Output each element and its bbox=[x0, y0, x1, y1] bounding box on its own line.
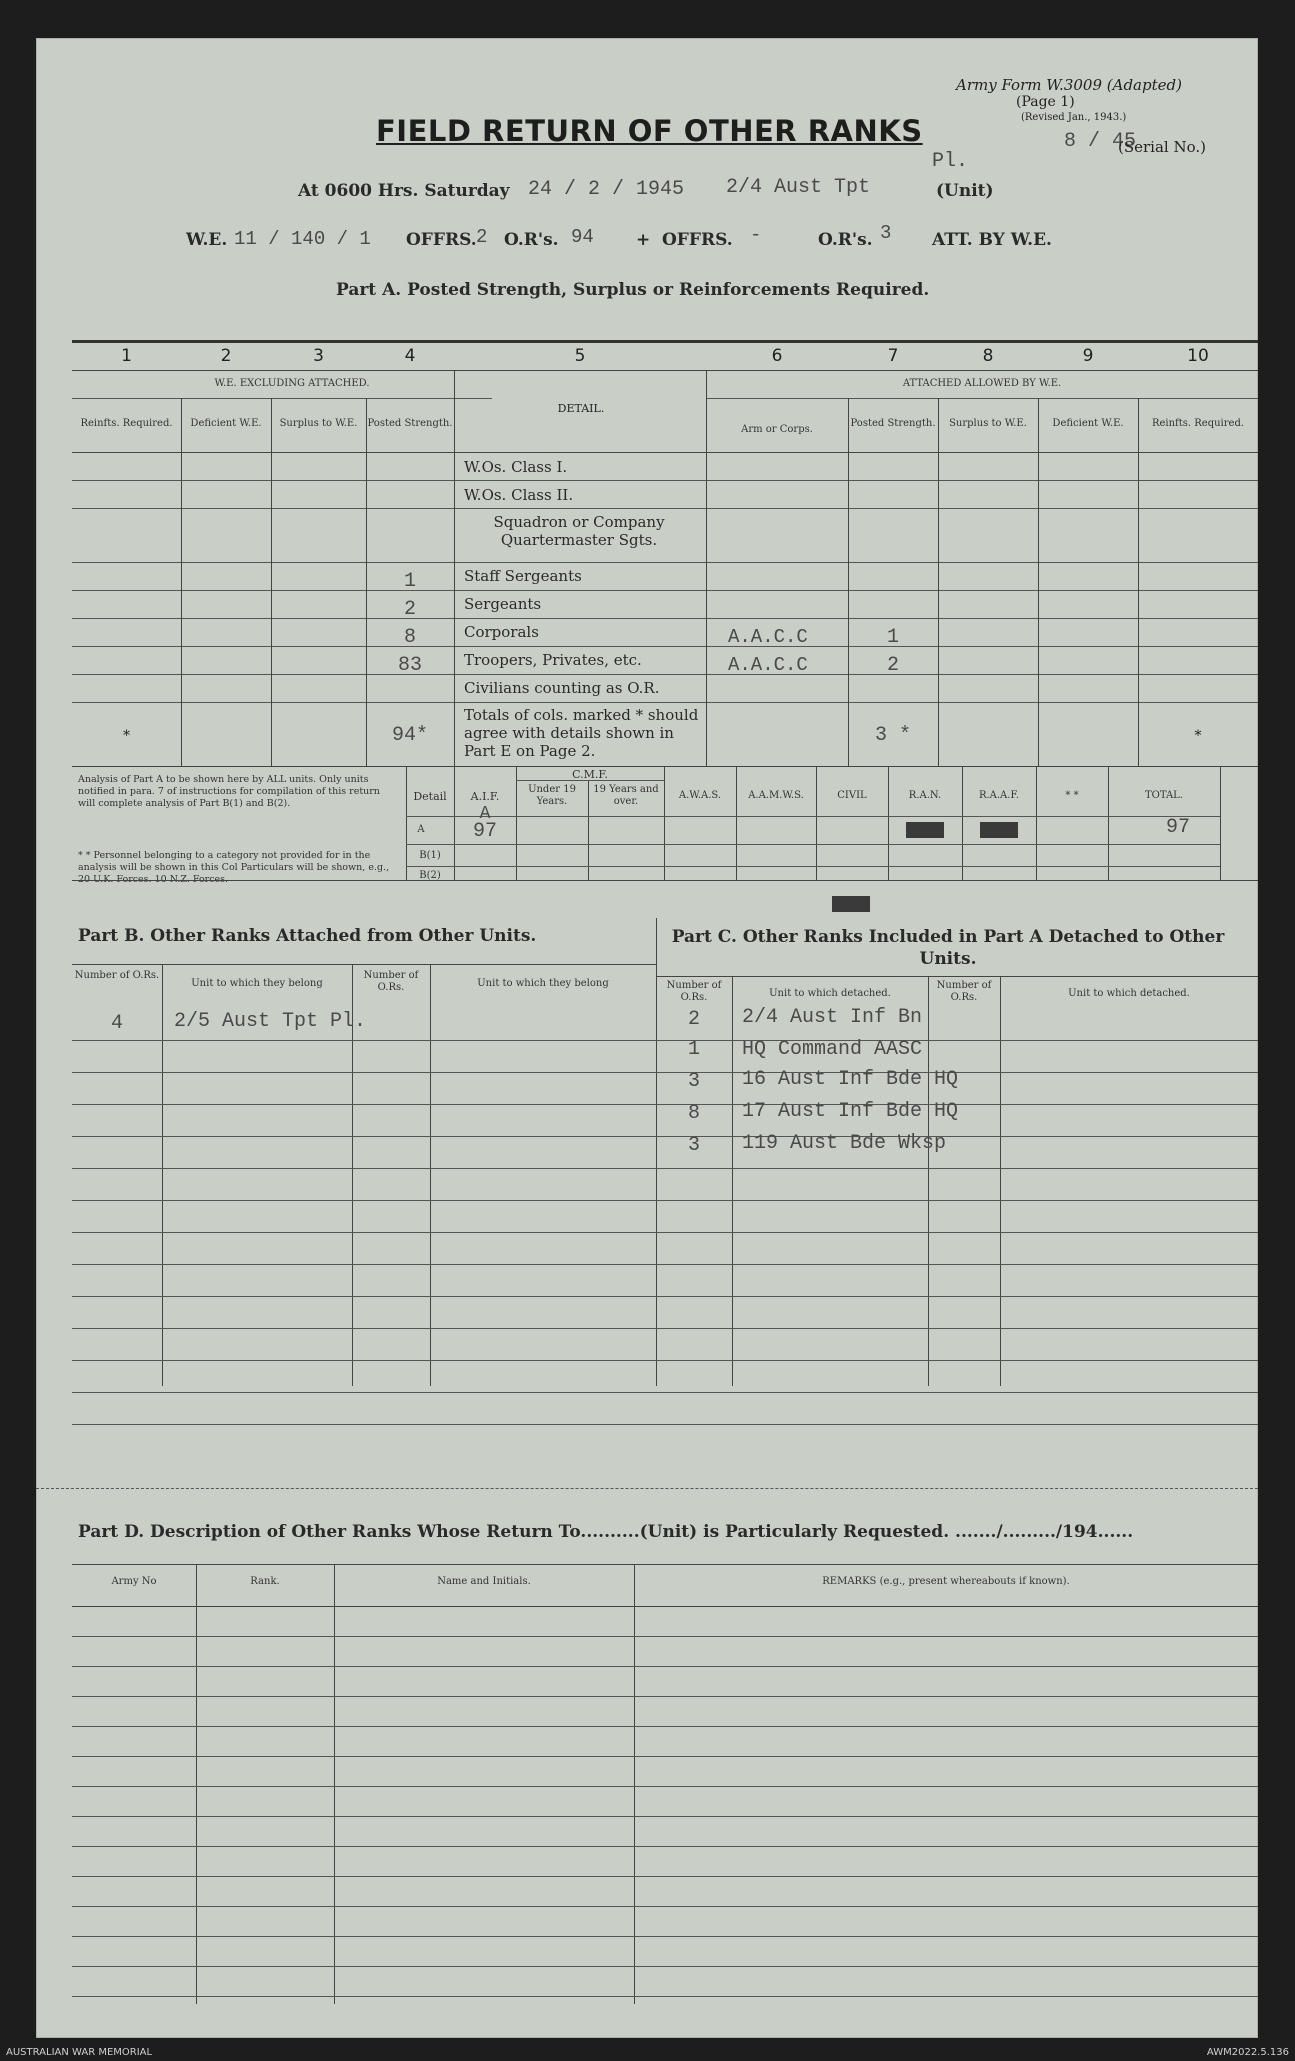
rule bbox=[72, 646, 1258, 647]
reinfts-star: * bbox=[123, 728, 130, 744]
col-head-att-surplus: Surplus to W.E. bbox=[949, 418, 1027, 429]
col-head-arm: Arm or Corps. bbox=[741, 424, 813, 435]
rule bbox=[1036, 766, 1037, 880]
footer-left: AUSTRALIAN WAR MEMORIAL bbox=[6, 2047, 153, 2058]
part-b-unit2-head: Unit to which they belong bbox=[477, 978, 609, 989]
col-number: 6 bbox=[771, 346, 783, 366]
part-d-armyno-head: Army No bbox=[111, 1576, 157, 1587]
rule bbox=[72, 1726, 1258, 1727]
col-number: 5 bbox=[574, 346, 586, 366]
part-c-row2-unit: HQ Command AASC bbox=[742, 1038, 923, 1061]
offrs2-label: OFFRS. bbox=[662, 230, 733, 250]
col-number: 8 bbox=[982, 346, 994, 366]
rule bbox=[634, 1564, 635, 2004]
rule bbox=[72, 674, 1258, 675]
rule bbox=[181, 398, 182, 766]
detail-row-totals: Totals of cols. marked * should agree with details shown in Part E on Page 2. bbox=[464, 706, 699, 760]
rule bbox=[406, 816, 1220, 817]
unit-label: (Unit) bbox=[936, 181, 994, 201]
analysis-over19-head: 19 Years and over. bbox=[593, 784, 659, 807]
rule bbox=[72, 880, 1258, 881]
part-c-title: Part C. Other Ranks Included in Part A Detached to Other Units. bbox=[671, 927, 1225, 969]
rule bbox=[72, 1846, 1258, 1847]
rule bbox=[72, 562, 1258, 563]
detail-heading: DETAIL. bbox=[557, 402, 605, 415]
rule bbox=[454, 370, 455, 766]
rule bbox=[72, 1786, 1258, 1787]
offrs-value: 2 bbox=[476, 226, 488, 248]
rule bbox=[72, 398, 492, 399]
att-label: ATT. BY W.E. bbox=[932, 230, 1052, 250]
rule bbox=[1038, 398, 1039, 766]
ors2-value: 3 bbox=[880, 222, 892, 244]
detail-row-wo2: W.Os. Class II. bbox=[464, 486, 574, 504]
col-number: 3 bbox=[313, 346, 324, 366]
rule bbox=[72, 1232, 1258, 1233]
rule bbox=[72, 590, 1258, 591]
rule bbox=[72, 1876, 1258, 1877]
rule bbox=[72, 1666, 1258, 1667]
col-head-surplus: Surplus to W.E. bbox=[279, 418, 358, 429]
col-head-posted: Posted Strength. bbox=[367, 418, 453, 429]
tear-line bbox=[36, 1488, 1258, 1489]
ors-value: 94 bbox=[571, 226, 594, 248]
ors-label: O.R's. bbox=[504, 230, 559, 250]
rule bbox=[816, 766, 817, 880]
rule bbox=[430, 964, 431, 1386]
rule bbox=[72, 1424, 1258, 1425]
serial-pl: Pl. bbox=[932, 150, 969, 173]
at-hours-label: At 0600 Hrs. Saturday bbox=[298, 181, 510, 201]
rule bbox=[334, 1564, 335, 2004]
rule bbox=[406, 866, 1220, 867]
detail-row-civilians: Civilians counting as O.R. bbox=[464, 679, 660, 697]
part-c-row3-unit: 16 Aust Inf Bde HQ bbox=[742, 1068, 959, 1091]
col-head-att-deficient: Deficient W.E. bbox=[1052, 418, 1124, 429]
rule bbox=[72, 1392, 1258, 1393]
form-page-number: (Page 1) bbox=[1016, 94, 1075, 110]
arm-corporals: A.A.C.C bbox=[728, 626, 808, 648]
form-page bbox=[36, 38, 1258, 2038]
offrs-label: OFFRS. bbox=[406, 230, 477, 250]
part-b-row1-num: 4 bbox=[110, 1012, 123, 1035]
rule bbox=[888, 766, 889, 880]
rule bbox=[938, 398, 939, 766]
part-c-row2-num: 1 bbox=[687, 1038, 700, 1061]
posted-privates: 83 bbox=[397, 654, 422, 677]
rule bbox=[928, 976, 929, 1386]
rule bbox=[72, 1816, 1258, 1817]
rule bbox=[72, 702, 1258, 703]
we-excluding-heading: W.E. EXCLUDING ATTACHED. bbox=[214, 378, 370, 389]
rule bbox=[72, 1996, 1258, 1997]
part-c-row4-num: 8 bbox=[687, 1102, 700, 1125]
serial-number: 8 / 45 bbox=[1064, 130, 1137, 153]
col-number: 7 bbox=[887, 346, 899, 366]
rule bbox=[72, 1360, 1258, 1361]
posted-total: 94* bbox=[391, 724, 428, 747]
analysis-aif-mark: A bbox=[479, 804, 491, 824]
footer-right: AWM2022.5.136 bbox=[1206, 2047, 1289, 2058]
rule bbox=[664, 766, 665, 880]
detail-row-corporals: Corporals bbox=[464, 623, 539, 641]
part-c-unit-head: Unit to which detached. bbox=[769, 988, 891, 999]
analysis-total-a-value: 97 bbox=[1165, 816, 1190, 839]
posted-sergeants: 2 bbox=[403, 598, 416, 621]
rule bbox=[72, 1756, 1258, 1757]
analysis-civil-head: CIVIL bbox=[837, 790, 867, 801]
rule bbox=[72, 1936, 1258, 1937]
analysis-aamws-head: A.A.M.W.S. bbox=[748, 790, 804, 801]
rule bbox=[72, 480, 1258, 481]
ors2-label: O.R's. bbox=[818, 230, 873, 250]
offrs2-value: - bbox=[750, 224, 762, 246]
part-b-title: Part B. Other Ranks Attached from Other Units. bbox=[78, 926, 537, 946]
analysis-aif-a-value: 97 bbox=[472, 820, 497, 843]
att-posted-privates: 2 bbox=[886, 654, 899, 677]
rule bbox=[72, 1906, 1258, 1907]
rule bbox=[271, 398, 272, 766]
return-date: 24 / 2 / 1945 bbox=[528, 178, 685, 201]
rule bbox=[72, 1296, 1258, 1297]
rule bbox=[962, 766, 963, 880]
part-c-row5-num: 3 bbox=[687, 1134, 700, 1157]
detail-row-staff-sgts: Staff Sergeants bbox=[464, 567, 582, 585]
rule bbox=[72, 1200, 1258, 1201]
part-c-unit2-head: Unit to which detached. bbox=[1068, 988, 1190, 999]
rule bbox=[736, 766, 737, 880]
col-head-deficient: Deficient W.E. bbox=[190, 418, 262, 429]
part-b-num-head: Number of O.Rs. bbox=[74, 970, 160, 981]
arm-privates: A.A.C.C bbox=[728, 654, 808, 676]
part-c-row4-unit: 17 Aust Inf Bde HQ bbox=[742, 1100, 959, 1123]
analysis-other-head: * * bbox=[1065, 790, 1079, 801]
part-c-row1-num: 2 bbox=[687, 1008, 700, 1031]
serial-label: (Serial No.) bbox=[1118, 138, 1206, 156]
rule bbox=[1138, 398, 1139, 766]
analysis-row-b2: B(2) bbox=[419, 870, 441, 881]
plus-sign: + bbox=[636, 230, 651, 250]
rule bbox=[406, 766, 407, 880]
rule bbox=[1000, 976, 1001, 1386]
col-head-att-posted: Posted Strength. bbox=[850, 418, 936, 429]
rule bbox=[72, 1636, 1258, 1637]
rule bbox=[72, 1606, 1258, 1607]
part-a-title: Part A. Posted Strength, Surplus or Reinforcements Required. bbox=[336, 280, 930, 300]
part-d-rank-head: Rank. bbox=[250, 1576, 280, 1587]
analysis-detail-head: Detail bbox=[413, 790, 447, 803]
rule bbox=[706, 398, 1258, 399]
rule bbox=[72, 370, 1258, 371]
att-posted-corporals: 1 bbox=[886, 626, 899, 649]
rule bbox=[72, 1264, 1258, 1265]
part-a-top-rule bbox=[72, 340, 1258, 343]
we-label: W.E. bbox=[186, 230, 228, 250]
detail-row-cqms: Squadron or Company Quartermaster Sgts. bbox=[493, 513, 665, 549]
rule bbox=[196, 1564, 197, 2004]
rule bbox=[72, 1168, 1258, 1169]
part-c-num2-head: Number of O.Rs. bbox=[936, 980, 992, 1003]
part-c-row1-unit: 2/4 Aust Inf Bn bbox=[742, 1006, 923, 1029]
posted-staff-sgts: 1 bbox=[403, 570, 416, 593]
form-title: FIELD RETURN OF OTHER RANKS bbox=[376, 114, 923, 148]
col-number: 10 bbox=[1187, 346, 1209, 366]
col-number: 9 bbox=[1082, 346, 1094, 366]
rule bbox=[72, 508, 1258, 509]
analysis-awas-head: A.W.A.S. bbox=[678, 790, 722, 801]
part-d-remarks-head: REMARKS (e.g., present whereabouts if known). bbox=[822, 1576, 1070, 1587]
detail-row-privates: Troopers, Privates, etc. bbox=[464, 651, 642, 669]
unit-value: 2/4 Aust Tpt bbox=[726, 176, 871, 199]
rule bbox=[72, 1966, 1258, 1967]
analysis-raaf-head: R.A.A.F. bbox=[978, 790, 1020, 801]
att-posted-total: 3 * bbox=[874, 724, 911, 747]
col-head-reinfts: Reinfts. Required. bbox=[80, 418, 173, 429]
part-d-name-head: Name and Initials. bbox=[437, 1576, 531, 1587]
rule bbox=[72, 1696, 1258, 1697]
analysis-row-a: A bbox=[417, 824, 425, 835]
rule bbox=[162, 964, 163, 1386]
detail-row-wo1: W.Os. Class I. bbox=[464, 458, 568, 476]
col-number: 1 bbox=[121, 346, 132, 366]
part-d-title: Part D. Description of Other Ranks Whose Return To..........(Unit) is Particularly Requested. ......./........./194...... bbox=[78, 1522, 1134, 1542]
detail-row-sergeants: Sergeants bbox=[464, 595, 542, 613]
redaction-ran bbox=[906, 822, 944, 838]
attached-allowed-heading: ATTACHED ALLOWED BY W.E. bbox=[902, 378, 1062, 389]
rule bbox=[732, 976, 733, 1386]
part-c-row5-unit: 119 Aust Bde Wksp bbox=[742, 1132, 947, 1155]
rule bbox=[72, 452, 1258, 453]
part-b-unit-head: Unit to which they belong bbox=[191, 978, 323, 989]
rule bbox=[72, 618, 1258, 619]
analysis-ran-head: R.A.N. bbox=[908, 790, 942, 801]
redaction-civil-b2 bbox=[832, 896, 870, 912]
we-value: 11 / 140 / 1 bbox=[234, 228, 371, 250]
col-number: 2 bbox=[220, 346, 232, 366]
part-b-num2-head: Number of O.Rs. bbox=[363, 970, 419, 993]
part-c-row3-num: 3 bbox=[687, 1070, 700, 1093]
part-b-row1-unit: 2/5 Aust Tpt Pl. bbox=[174, 1010, 367, 1033]
col-head-att-reinfts: Reinfts. Required. bbox=[1151, 418, 1245, 429]
redaction-raaf bbox=[980, 822, 1018, 838]
form-revised: (Revised Jan., 1943.) bbox=[1021, 112, 1127, 123]
rule bbox=[72, 1328, 1258, 1329]
analysis-under19-head: Under 19 Years. bbox=[528, 784, 576, 807]
col-number: 4 bbox=[404, 346, 416, 366]
rule bbox=[72, 1564, 1258, 1565]
att-reinfts-star: * bbox=[1194, 728, 1202, 744]
analysis-note-2: * * Personnel belonging to a category not provided for in the analysis will be shown in this Col Particulars will be shown, e.g., 20 U.K. Forces. 10 N.Z. Forces. bbox=[78, 850, 390, 885]
analysis-note-1: Analysis of Part A to be shown here by ALL units. Only units notified in para. 7 of instructions for compilation of this return will complete analysis of Part B(1) and B(2). bbox=[78, 774, 380, 809]
part-c-num-head: Number of O.Rs. bbox=[666, 980, 722, 1003]
rule bbox=[848, 398, 849, 766]
analysis-cmf-head: C.M.F. bbox=[572, 768, 608, 781]
rule bbox=[406, 844, 1220, 845]
form-number: Army Form W.3009 (Adapted) bbox=[956, 76, 1182, 94]
analysis-row-b1: B(1) bbox=[419, 850, 441, 861]
rule bbox=[72, 766, 1258, 767]
rule bbox=[72, 964, 656, 965]
rule bbox=[656, 976, 1258, 977]
analysis-aif-head: A.I.F. bbox=[470, 790, 500, 803]
analysis-total-head: TOTAL. bbox=[1144, 790, 1184, 801]
posted-corporals: 8 bbox=[403, 626, 416, 649]
